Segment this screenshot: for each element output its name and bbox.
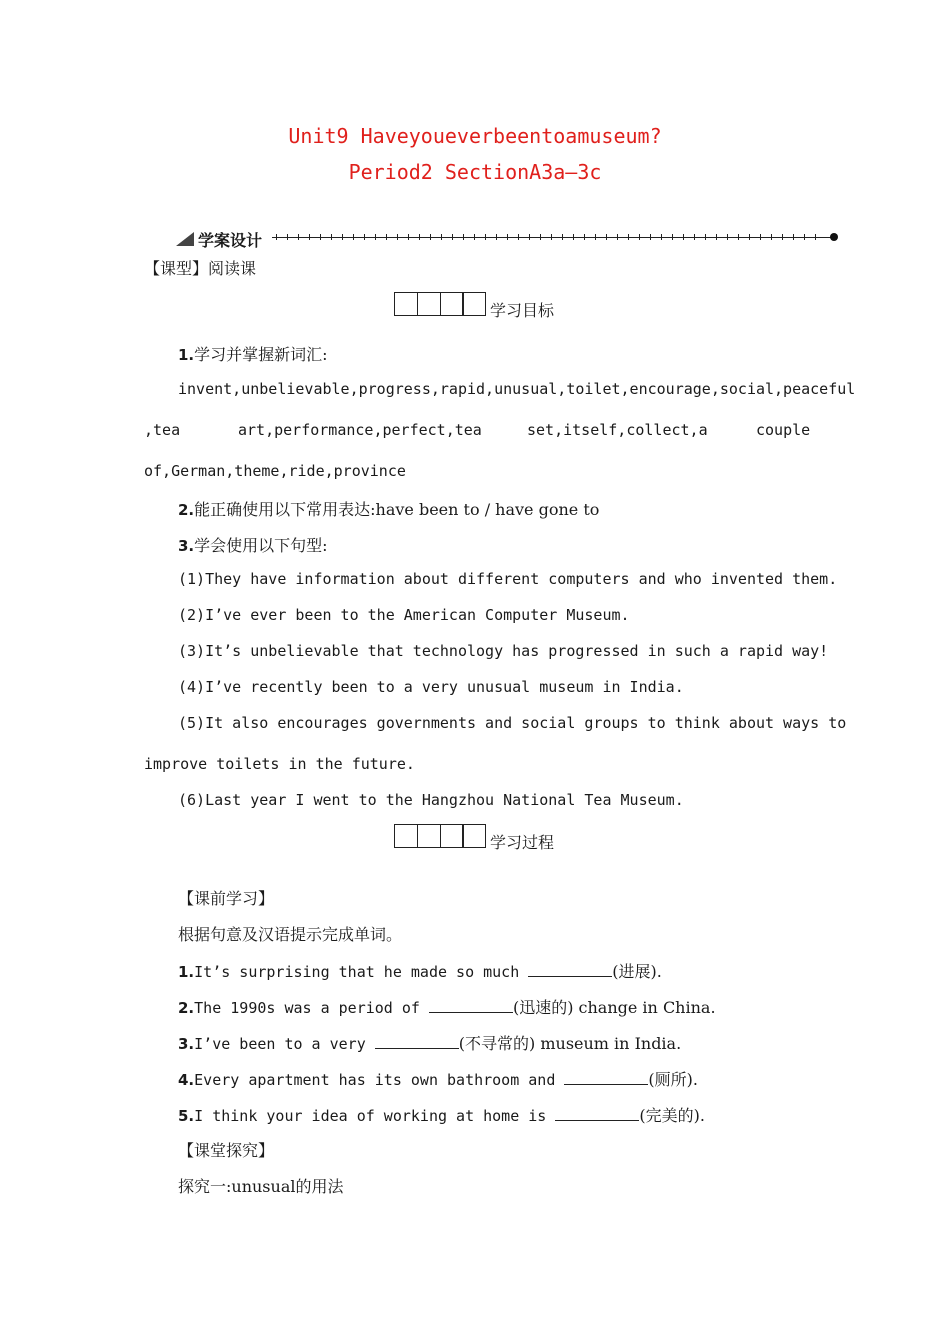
lesson-type: 【课型】阅读课	[144, 259, 257, 278]
goal-1	[178, 342, 328, 365]
exercise-2-num: 2.	[178, 999, 195, 1017]
goals-heading: 学习目标	[490, 301, 555, 320]
divider-tick	[683, 234, 684, 240]
vocab-line-2c: set,itself,collect,a	[527, 421, 708, 439]
goal-3-num: 3.	[178, 537, 195, 555]
sentence-5b: improve toilets in the future.	[144, 755, 415, 773]
divider-tick	[771, 234, 772, 240]
divider-tick	[540, 234, 541, 240]
banner-label: 学案设计	[198, 231, 263, 250]
divider-tick	[353, 234, 354, 240]
divider-tick	[727, 234, 728, 240]
exercise-4-hint: (厕所).	[648, 1070, 698, 1089]
divider-tick	[584, 234, 585, 240]
goal-3	[178, 533, 328, 556]
exercise-5-hint: (完美的).	[639, 1106, 705, 1125]
divider-tick	[496, 234, 497, 240]
section-banner	[176, 226, 840, 250]
divider-line	[272, 237, 832, 238]
divider-tick	[617, 234, 618, 240]
divider-tick	[705, 234, 706, 240]
exercise-5-text: I think your idea of working at home is	[194, 1107, 556, 1125]
exercise-2-text: The 1990s was a period of	[194, 999, 429, 1017]
divider-tick	[342, 234, 343, 240]
instruction: 根据句意及汉语提示完成单词。	[178, 925, 403, 944]
vocab-line-2a: ,tea	[144, 421, 181, 439]
vocab-line-2b: art,performance,perfect,tea	[238, 421, 482, 439]
divider-tick	[386, 234, 387, 240]
dot-icon	[830, 233, 838, 241]
divider-tick	[716, 234, 717, 240]
vocab-line-2d: couple	[756, 421, 811, 439]
exercise-4-text: Every apartment has its own bathroom and	[194, 1071, 565, 1089]
goal-2	[178, 497, 599, 520]
exercise-4	[178, 1067, 698, 1090]
divider-tick	[397, 234, 398, 240]
title-line-1: Unit9 Haveyoueverbeentoamuseum?	[288, 124, 662, 148]
pre-study-heading: 【课前学习】	[178, 889, 275, 908]
explore-1: 探究一:unusual的用法	[178, 1177, 344, 1196]
exercise-1-hint: (进展).	[612, 962, 662, 981]
sentence-6: (6)Last year I went to the Hangzhou National Tea Museum.	[178, 791, 684, 809]
sentence-4: (4)I’ve recently been to a very unusual museum in India.	[178, 678, 684, 696]
divider-tick	[749, 234, 750, 240]
exercise-5	[178, 1103, 705, 1126]
divider-tick	[782, 234, 783, 240]
divider-tick	[474, 234, 475, 240]
triangle-icon	[176, 232, 194, 246]
divider-tick	[331, 234, 332, 240]
class-explore-heading: 【课堂探究】	[178, 1141, 275, 1160]
exercise-2-hint: (迅速的) change in China.	[512, 998, 716, 1017]
answer-blank[interactable]	[555, 1106, 639, 1121]
sentence-2: (2)I’ve ever been to the American Computer Museum.	[178, 606, 630, 624]
goal-3-text: 学会使用以下句型:	[194, 536, 328, 555]
divider-tick	[573, 234, 574, 240]
goal-1-num: 1.	[178, 346, 195, 364]
divider-tick	[320, 234, 321, 240]
divider-tick	[276, 234, 277, 240]
divider-tick	[364, 234, 365, 240]
goals-boxes	[394, 292, 485, 316]
exercise-3-text: I’ve been to a very	[194, 1035, 375, 1053]
divider-tick	[595, 234, 596, 240]
divider-tick	[694, 234, 695, 240]
answer-blank[interactable]	[429, 998, 513, 1013]
goal-1-text: 学习并掌握新词汇:	[194, 345, 328, 364]
divider-tick	[408, 234, 409, 240]
process-heading: 学习过程	[490, 833, 555, 852]
divider-tick	[661, 234, 662, 240]
divider-tick	[639, 234, 640, 240]
vocab-line-3: of,German,theme,ride,province	[144, 462, 406, 480]
goal-2-text: 能正确使用以下常用表达:have been to / have gone to	[194, 500, 600, 519]
divider-tick	[672, 234, 673, 240]
divider-tick	[298, 234, 299, 240]
exercise-1-num: 1.	[178, 963, 195, 981]
divider-tick	[562, 234, 563, 240]
exercise-3-hint: (不寻常的) museum in India.	[458, 1034, 682, 1053]
divider-tick	[485, 234, 486, 240]
exercise-3-num: 3.	[178, 1035, 195, 1053]
vocab-line-1: invent,unbelievable,progress,rapid,unusual,toilet,encourage,social,peaceful	[178, 380, 856, 398]
answer-blank[interactable]	[375, 1034, 459, 1049]
divider-tick	[606, 234, 607, 240]
answer-blank[interactable]	[564, 1070, 648, 1085]
process-boxes	[394, 824, 485, 848]
sentence-3: (3)It’s unbelievable that technology has progressed in such a rapid way!	[178, 642, 829, 660]
divider-tick	[793, 234, 794, 240]
divider-tick	[738, 234, 739, 240]
divider-tick	[518, 234, 519, 240]
exercise-2	[178, 995, 716, 1018]
divider-tick	[815, 234, 816, 240]
divider-tick	[419, 234, 420, 240]
divider-tick	[287, 234, 288, 240]
sentence-5a: (5)It also encourages governments and social groups to think about ways to	[178, 714, 847, 732]
goal-2-num: 2.	[178, 501, 195, 519]
divider-tick	[452, 234, 453, 240]
divider-tick	[375, 234, 376, 240]
exercise-1-text: It’s surprising that he made so much	[194, 963, 529, 981]
divider-tick	[463, 234, 464, 240]
title-line-2: Period2 SectionA3a—3c	[348, 160, 602, 184]
sentence-1: (1)They have information about different computers and who invented them.	[178, 570, 838, 588]
divider-tick	[804, 234, 805, 240]
divider-tick	[309, 234, 310, 240]
divider-tick	[430, 234, 431, 240]
exercise-4-num: 4.	[178, 1071, 195, 1089]
exercise-1	[178, 959, 662, 982]
exercise-3	[178, 1031, 681, 1054]
divider-tick	[628, 234, 629, 240]
divider-tick	[441, 234, 442, 240]
divider-tick	[507, 234, 508, 240]
divider-tick	[760, 234, 761, 240]
divider-tick	[551, 234, 552, 240]
exercise-5-num: 5.	[178, 1107, 195, 1125]
divider-tick	[529, 234, 530, 240]
answer-blank[interactable]	[528, 962, 612, 977]
divider-tick	[650, 234, 651, 240]
